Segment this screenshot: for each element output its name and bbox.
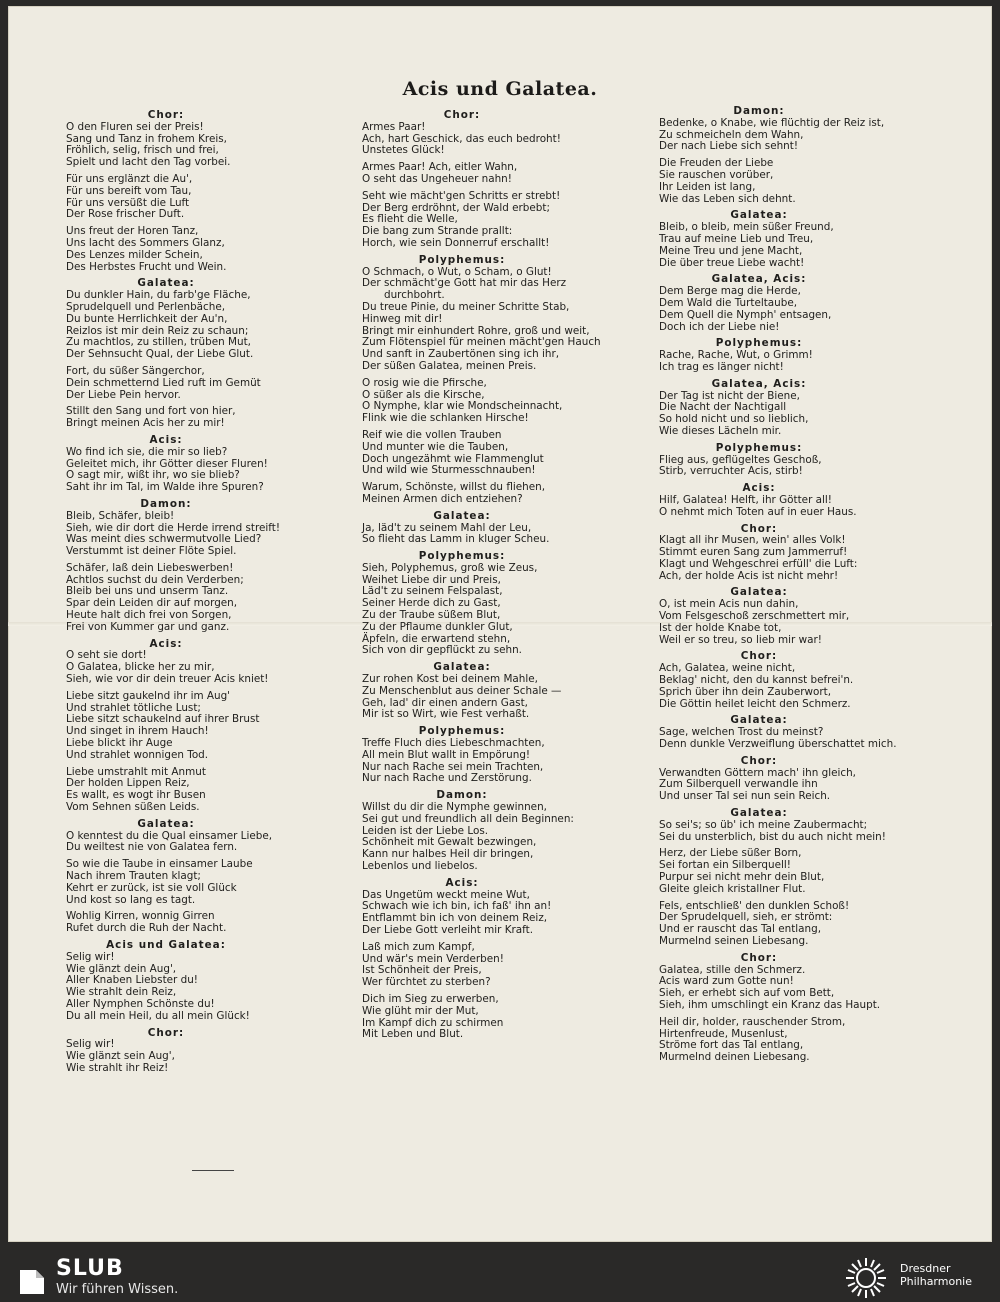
verse-line: Sieh, wie dir dort die Herde irrend streift! — [66, 521, 280, 534]
verse-line: Im Kampf dich zu schirmen — [362, 1016, 504, 1029]
stanza — [66, 511, 336, 558]
verse-line: All mein Blut wallt in Empörung! — [362, 748, 531, 761]
verse-line: Wie glüht mir der Mut, — [362, 1004, 479, 1017]
page-title: Acis und Galatea. — [402, 78, 598, 100]
verse-line: Spielt und lacht den Tag vorbei. — [66, 156, 231, 169]
verse-line: Die über treue Liebe wacht! — [659, 256, 805, 269]
verse-line: Dem Quell die Nymph' entsagen, — [659, 308, 832, 321]
verse-line: Der Liebe Pein hervor. — [66, 388, 181, 401]
verse-line: Du treue Pinie, du meiner Schritte Stab, — [362, 300, 570, 313]
verse-line: Wer fürchtet zu sterben? — [362, 976, 491, 989]
verse-line: So hold nicht und so lieblich, — [659, 413, 809, 426]
verse-line: Sieh, er erhebt sich auf vom Bett, — [659, 987, 835, 1000]
verse-line: Bedenke, o Knabe, wie flüchtig der Reiz ist, — [659, 116, 885, 129]
verse-line: Aller Nymphen Schönste du! — [66, 997, 215, 1010]
stanza — [659, 286, 929, 333]
stanza — [659, 495, 929, 519]
verse-line: Schwach wie ich bin, ich faß' ihn an! — [362, 900, 552, 913]
stanza — [362, 738, 632, 785]
verse-line: Bleib, o bleib, mein süßer Freund, — [659, 221, 834, 234]
verse-line: Liebe sitzt schaukelnd auf ihrer Brust — [66, 713, 260, 726]
verse-line: Murmelnd seinen Liebesang. — [659, 935, 809, 947]
verse-line: Sei gut und freundlich all dein Beginnen: — [362, 812, 574, 825]
verse-line: Vom Felsgeschoß zerschmettert mir, — [659, 610, 850, 623]
verse-line: Zu machtlos, zu stillen, trüben Mut, — [66, 336, 251, 349]
verse-line: Des Lenzes milder Schein, — [66, 248, 203, 261]
verse-line: Sieh, wie vor dir dein treuer Acis kniet! — [66, 673, 269, 686]
verse-line: Frei von Kummer gar und ganz. — [66, 620, 230, 633]
verse-line: Armes Paar! — [362, 120, 426, 133]
speaker-label: Polyphemus: — [418, 253, 506, 266]
stanza — [362, 191, 632, 250]
verse-line: Sang und Tanz in frohem Kreis, — [66, 132, 227, 145]
stanza — [659, 848, 929, 895]
verse-line: Für uns bereift vom Tau, — [66, 184, 192, 197]
verse-line: Armes Paar! Ach, eitler Wahn, — [362, 161, 518, 174]
speaker-label: Chor: — [147, 1026, 185, 1039]
philharmonie-line-1: Dresdner — [900, 1262, 951, 1275]
verse-line: Sieh, Polyphemus, groß wie Zeus, — [362, 561, 538, 574]
stanza — [362, 563, 632, 657]
verse-line: Wie strahlt dein Reiz, — [66, 986, 177, 999]
verse-line: Bringt meinen Acis her zu mir! — [66, 417, 225, 430]
verse-line: O süßer als die Kirsche, — [362, 388, 485, 401]
stanza — [659, 222, 929, 269]
verse-line: Liebe umstrahlt mit Anmut — [66, 765, 206, 778]
verse-line: Äpfeln, die erwartend stehn, — [362, 632, 511, 645]
verse-line: Des Herbstes Frucht und Wein. — [66, 260, 227, 273]
verse-line: Wie glänzt dein Aug', — [66, 962, 177, 975]
verse-line: Der schmächt'ge Gott hat mir das Herz — [362, 277, 567, 290]
stanza — [66, 911, 336, 935]
stanza — [659, 965, 929, 1012]
verse-line: Doch ungezähmt wie Flammenglut — [362, 452, 544, 465]
speaker-label: Acis: — [742, 482, 776, 495]
verse-line: Läd't zu seinem Felspalast, — [362, 585, 503, 598]
verse-line: Schäfer, laß dein Liebeswerben! — [66, 561, 234, 574]
verse-line: Ach, Galatea, weine nicht, — [659, 662, 796, 675]
speaker-label: Acis und Galatea: — [106, 939, 226, 951]
verse-line: Wohlig Kirren, wonnig Girren — [66, 910, 215, 923]
stanza — [659, 599, 929, 646]
verse-line: Seiner Herde dich zu Gast, — [362, 597, 501, 610]
verse-line: Zum Silberquell verwandle ihn — [659, 778, 818, 791]
verse-line: Du dunkler Hain, du farb'ge Fläche, — [66, 289, 251, 302]
verse-line: Stirb, verruchter Acis, stirb! — [659, 465, 803, 478]
verse-line: Der Tag ist nicht der Biene, — [659, 389, 800, 402]
verse-line: Wie das Leben sich dehnt. — [659, 192, 796, 205]
text-column-3 — [659, 103, 929, 1069]
speaker-label: Galatea: — [730, 209, 788, 222]
end-rule — [192, 1170, 234, 1171]
verse-line: Du all mein Heil, du all mein Glück! — [66, 1009, 250, 1022]
verse-line: Der Berg erdröhnt, der Wald erbebt; — [362, 201, 550, 214]
verse-line: Gleite gleich kristallner Flut. — [659, 882, 806, 895]
verse-line: Heute halt dich frei von Sorgen, — [66, 609, 232, 622]
verse-line: Ist der holde Knabe tot, — [659, 621, 782, 634]
verse-line: Für uns versüßt die Luft — [66, 196, 190, 209]
slub-logo-icon — [16, 1264, 48, 1296]
stanza — [66, 650, 336, 685]
verse-line: O kenntest du die Qual einsamer Liebe, — [66, 829, 273, 842]
verse-line: Fels, entschließ' den dunklen Schoß! — [659, 899, 850, 912]
verse-line: Stimmt euren Sang zum Jammerruf! — [659, 546, 848, 559]
verse-line: O den Fluren sei der Preis! — [66, 120, 204, 133]
verse-line: Sprudelquell und Perlenbäche, — [66, 300, 226, 313]
verse-line: Dein schmetternd Lied ruft im Gemüt — [66, 376, 261, 389]
verse-line: Der nach Liebe sich sehnt! — [659, 140, 799, 153]
verse-line: Laß mich zum Kampf, — [362, 940, 475, 953]
footer-bar — [0, 1250, 1000, 1302]
verse-line: Mit Leben und Blut. — [362, 1028, 464, 1041]
verse-line: Lebenlos und liebelos. — [362, 860, 478, 873]
verse-line: Wo find ich sie, die mir so lieb? — [66, 445, 228, 458]
verse-line: Schönheit mit Gewalt bezwingen, — [362, 836, 537, 849]
verse-line: Fort, du süßer Sängerchor, — [66, 364, 205, 377]
verse-line: Beklag' nicht, den du kannst befrei'n. — [659, 674, 854, 687]
verse-line: Wie strahlt ihr Reiz! — [66, 1061, 169, 1074]
stanza — [362, 378, 632, 425]
speaker-label: Damon: — [140, 497, 192, 510]
verse-line: O, ist mein Acis nun dahin, — [659, 598, 799, 611]
verse-line: Zu der Traube süßem Blut, — [362, 609, 501, 622]
stanza — [66, 859, 336, 906]
stanza — [66, 406, 336, 430]
verse-line: Denn dunkle Verzweiflung überschattet mich. — [659, 738, 897, 751]
stanza — [659, 901, 929, 948]
verse-line: durchbohrt. — [384, 289, 445, 302]
stanza — [362, 122, 632, 157]
verse-line: Achtlos suchst du dein Verderben; — [66, 573, 244, 586]
verse-line: O seht das Ungeheuer nahn! — [362, 172, 512, 185]
stanza — [362, 482, 632, 506]
philharmonie-logo-icon — [844, 1256, 888, 1300]
verse-line: Es wallt, es wogt ihr Busen — [66, 789, 206, 802]
stanza — [66, 691, 336, 762]
verse-line: Der Rose frischer Duft. — [66, 208, 185, 221]
verse-line: Selig wir! — [66, 1038, 115, 1051]
verse-line: Und strahlet wonnigen Tod. — [66, 748, 209, 761]
speaker-label: Chor: — [740, 951, 778, 964]
speaker-label: Galatea: — [730, 586, 788, 599]
verse-line: Und unser Tal sei nun sein Reich. — [659, 790, 831, 803]
verse-line: Doch ich der Liebe nie! — [659, 320, 780, 333]
stanza — [362, 994, 632, 1041]
stanza — [362, 430, 632, 477]
speaker-label: Acis: — [445, 876, 479, 889]
verse-line: Klagt und Wehgeschrei erfüll' die Luft: — [659, 557, 858, 570]
verse-line: Sei du unsterblich, bist du auch nicht mein! — [659, 830, 886, 843]
verse-line: Zu schmeicheln dem Wahn, — [659, 128, 804, 141]
verse-line: Und wär's mein Verderben! — [362, 952, 504, 965]
verse-line: Ist Schönheit der Preis, — [362, 964, 482, 977]
stanza — [66, 290, 336, 361]
verse-line: Leiden ist der Liebe Los. — [362, 824, 489, 837]
stanza — [66, 447, 336, 494]
verse-line: Flink wie die schlanken Hirsche! — [362, 412, 529, 425]
verse-line: Und wild wie Sturmesschnauben! — [362, 464, 536, 477]
speaker-label: Galatea: — [730, 807, 788, 820]
verse-line: Herz, der Liebe süßer Born, — [659, 847, 802, 860]
stanza — [66, 563, 336, 634]
verse-line: Dich im Sieg zu erwerben, — [362, 992, 499, 1005]
verse-line: Rache, Rache, Wut, o Grimm! — [659, 349, 813, 362]
verse-line: Sei fortan ein Silberquell! — [659, 859, 791, 872]
verse-line: Zu der Pflaume dunkler Glut, — [362, 620, 513, 633]
speaker-label: Polyphemus: — [418, 725, 506, 738]
verse-line: O seht sie dort! — [66, 649, 147, 662]
speaker-label: Galatea: — [433, 661, 491, 674]
verse-line: Du bunte Herrlichkeit der Au'n, — [66, 312, 228, 325]
verse-line: Rufet durch die Ruh der Nacht. — [66, 922, 227, 935]
verse-line: Willst du dir die Nymphe gewinnen, — [362, 801, 547, 814]
philharmonie-name — [900, 1262, 972, 1288]
verse-line: Verstummt ist deiner Flöte Spiel. — [66, 545, 237, 558]
verse-line: Purpur sei nicht mehr dein Blut, — [659, 871, 825, 884]
stanza — [659, 455, 929, 479]
stanza — [659, 350, 929, 374]
speaker-label: Galatea, Acis: — [711, 377, 807, 390]
speaker-label: Chor: — [443, 109, 481, 121]
verse-line: Und sanft in Zaubertönen sing ich ihr, — [362, 348, 560, 361]
verse-line: O Schmach, o Wut, o Scham, o Glut! — [362, 265, 552, 278]
speaker-label: Galatea: — [137, 277, 195, 290]
document-page — [8, 6, 992, 1242]
verse-line: Heil dir, holder, rauschender Strom, — [659, 1015, 846, 1028]
verse-line: Spar dein Leiden dir auf morgen, — [66, 597, 238, 610]
verse-line: Ach, hart Geschick, das euch bedroht! — [362, 132, 561, 145]
verse-line: Bleib, Schäfer, bleib! — [66, 509, 175, 522]
speaker-label: Polyphemus: — [715, 337, 803, 350]
verse-line: Hinweg mit dir! — [362, 312, 443, 325]
stanza — [362, 162, 632, 186]
verse-line: Dem Wald die Turteltaube, — [659, 296, 798, 309]
verse-line: Galatea, stille den Schmerz. — [659, 963, 806, 976]
stanza — [362, 890, 632, 937]
verse-line: Meinen Armen dich entziehen? — [362, 492, 523, 505]
verse-line: Der Liebe Gott verleiht mir Kraft. — [362, 924, 534, 936]
verse-line: Unstetes Glück! — [362, 144, 445, 157]
verse-line: Uns lacht des Sommers Glanz, — [66, 236, 225, 249]
speaker-label: Chor: — [740, 754, 778, 767]
verse-line: Kann nur halbes Heil dir bringen, — [362, 848, 534, 861]
stanza — [66, 1039, 336, 1074]
verse-line: Flieg aus, geflügeltes Geschoß, — [659, 453, 822, 466]
verse-line: Die bang zum Strande prallt: — [362, 225, 513, 238]
verse-line: Mir ist so Wirt, wie Fest verhaßt. — [362, 708, 530, 721]
verse-line: Sich von dir gepflückt zu sehn. — [362, 644, 522, 657]
verse-line: Murmelnd deinen Liebesang. — [659, 1051, 810, 1064]
verse-line: Wie dieses Lächeln mir. — [659, 424, 782, 437]
verse-line: Acis ward zum Gotte nun! — [659, 975, 794, 988]
verse-line: Weihet Liebe dir und Preis, — [362, 573, 501, 586]
verse-line: Ach, der holde Acis ist nicht mehr! — [659, 569, 839, 582]
verse-line: Warum, Schönste, willst du fliehen, — [362, 481, 546, 494]
verse-line: Sie rauschen vorüber, — [659, 168, 774, 181]
verse-line: So flieht das Lamm in kluger Scheu. — [362, 533, 550, 546]
verse-line: Ja, läd't zu seinem Mahl der Leu, — [362, 521, 532, 534]
verse-line: Stillt den Sang und fort von hier, — [66, 405, 236, 418]
verse-line: Bringt mir einhundert Rohre, groß und weit, — [362, 324, 590, 337]
verse-line: Zum Flötenspiel für meinen mächt'gen Hauch — [362, 336, 601, 349]
verse-line: Der holden Lippen Reiz, — [66, 777, 190, 790]
verse-line: Klagt all ihr Musen, wein' alles Volk! — [659, 534, 846, 547]
stanza — [66, 831, 336, 855]
verse-line: Trau auf meine Lieb und Treu, — [659, 232, 814, 245]
speaker-label: Damon: — [436, 789, 488, 802]
verse-line: Sprich über ihn dein Zauberwort, — [659, 685, 832, 698]
verse-line: Nach ihrem Trauten klagt; — [66, 870, 201, 883]
verse-line: So sei's; so üb' ich meine Zaubermacht; — [659, 818, 868, 831]
verse-line: Zur rohen Kost bei deinem Mahle, — [362, 673, 538, 686]
verse-line: Der süßen Galatea, meinen Preis. — [362, 359, 537, 372]
stanza — [659, 768, 929, 803]
verse-line: Die Freuden der Liebe — [659, 157, 774, 170]
verse-line: Reif wie die vollen Trauben — [362, 428, 502, 441]
verse-line: Und er rauscht das Tal entlang, — [659, 923, 822, 936]
verse-line: Der Sehnsucht Qual, der Liebe Glut. — [66, 348, 254, 361]
verse-line: Vom Sehnen süßen Leids. — [66, 801, 200, 814]
stanza — [659, 158, 929, 205]
verse-line: Und strahlet tötliche Lust; — [66, 701, 201, 714]
verse-line: So wie die Taube in einsamer Laube — [66, 858, 253, 871]
speaker-label: Galatea, Acis: — [711, 273, 807, 286]
verse-line: Entflammt bin ich von deinem Reiz, — [362, 912, 548, 925]
stanza — [659, 1017, 929, 1064]
verse-line: Horch, wie sein Donnerruf erschallt! — [362, 236, 550, 249]
speaker-label: Polyphemus: — [715, 441, 803, 454]
speaker-label: Acis: — [149, 637, 183, 650]
verse-line: Meine Treu und jene Macht, — [659, 244, 803, 257]
stanza — [362, 267, 632, 373]
verse-line: Und munter wie die Tauben, — [362, 440, 509, 453]
verse-line: Das Ungetüm weckt meine Wut, — [362, 888, 530, 901]
stanza — [659, 727, 929, 751]
verse-line: Treffe Fluch dies Liebeschmachten, — [362, 737, 545, 750]
verse-line: Zu Menschenblut aus deiner Schale — — [362, 684, 562, 697]
verse-line: Fröhlich, selig, frisch und frei, — [66, 144, 219, 157]
text-column-1 — [66, 107, 336, 1080]
stanza — [659, 391, 929, 438]
verse-line: Selig wir! — [66, 950, 115, 963]
stanza — [66, 366, 336, 401]
verse-line: Geh, lad' dir einen andern Gast, — [362, 696, 528, 709]
speaker-label: Chor: — [740, 650, 778, 663]
verse-line: Liebe blickt ihr Auge — [66, 737, 173, 750]
speaker-label: Galatea: — [730, 714, 788, 727]
verse-line: Ihr Leiden ist lang, — [659, 180, 756, 193]
stanza — [362, 674, 632, 721]
verse-line: Die Göttin heilet leicht den Schmerz. — [659, 697, 851, 710]
verse-line: O sagt mir, wißt ihr, wo sie blieb? — [66, 469, 240, 482]
speaker-label: Polyphemus: — [418, 550, 506, 563]
verse-line: Hilf, Galatea! Helft, ihr Götter all! — [659, 493, 832, 506]
stanza — [66, 226, 336, 273]
verse-line: Bleib bei uns und unserm Tanz. — [66, 585, 229, 598]
speaker-label: Acis: — [149, 433, 183, 446]
verse-line: Liebe sitzt gaukelnd ihr im Aug' — [66, 689, 231, 702]
stanza — [66, 174, 336, 221]
stanza — [362, 802, 632, 873]
stanza — [66, 767, 336, 814]
stanza — [659, 535, 929, 582]
verse-line: Kehrt er zurück, ist sie voll Glück — [66, 881, 237, 894]
verse-line: Nur nach Rache sei mein Trachten, — [362, 760, 544, 773]
verse-line: Nur nach Rache und Zerstörung. — [362, 772, 532, 785]
stanza — [362, 523, 632, 547]
verse-line: O Nymphe, klar wie Mondscheinnacht, — [362, 400, 563, 413]
verse-line: Uns freut der Horen Tanz, — [66, 225, 199, 238]
verse-line: O Galatea, blicke her zu mir, — [66, 661, 215, 674]
stanza — [362, 942, 632, 989]
verse-line: Was meint dies schwermutvolle Lied? — [66, 533, 262, 546]
verse-line: Saht ihr im Tal, im Walde ihre Spuren? — [66, 481, 264, 494]
verse-line: Sieh, ihm umschlingt ein Kranz das Haupt. — [659, 998, 881, 1011]
verse-line: Wie glänzt sein Aug', — [66, 1050, 175, 1063]
speaker-label: Galatea: — [433, 509, 491, 522]
stanza — [66, 952, 336, 1023]
verse-line: Aller Knaben Liebster du! — [66, 974, 198, 987]
slub-tagline: Wir führen Wissen. — [56, 1282, 179, 1297]
philharmonie-line-2: Philharmonie — [900, 1275, 972, 1288]
stanza — [659, 663, 929, 710]
verse-line: Geleitet mich, ihr Götter dieser Fluren! — [66, 457, 268, 470]
verse-line: Und singet in ihrem Hauch! — [66, 725, 209, 738]
verse-line: Die Nacht der Nachtigall — [659, 401, 787, 414]
verse-line: Ströme fort das Tal entlang, — [659, 1039, 804, 1052]
stanza — [659, 118, 929, 153]
verse-line: Sage, welchen Trost du meinst? — [659, 726, 824, 739]
speaker-label: Chor: — [740, 522, 778, 535]
verse-line: O rosig wie die Pfirsche, — [362, 376, 487, 389]
verse-line: Für uns erglänzt die Au', — [66, 172, 193, 185]
verse-line: Der Sprudelquell, sieh, er strömt: — [659, 911, 833, 924]
verse-line: Weil er so treu, so lieb mir war! — [659, 633, 822, 646]
speaker-label: Damon: — [733, 105, 785, 117]
text-column-2 — [362, 107, 632, 1046]
verse-line: Seht wie mächt'gen Schritts er strebt! — [362, 189, 561, 202]
verse-line: Hirtenfreude, Musenlust, — [659, 1027, 788, 1040]
verse-line: Reizlos ist mir dein Reiz zu schaun; — [66, 324, 249, 337]
stanza — [659, 820, 929, 844]
verse-line: Verwandten Göttern mach' ihn gleich, — [659, 766, 856, 779]
verse-line: Und kost so lang es tagt. — [66, 893, 196, 906]
verse-line: Dem Berge mag die Herde, — [659, 285, 801, 298]
verse-line: Du weiltest nie von Galatea fern. — [66, 841, 238, 854]
verse-line: O nehmt mich Toten auf in euer Haus. — [659, 505, 857, 518]
verse-line: Es flieht die Welle, — [362, 213, 458, 226]
speaker-label: Chor: — [147, 109, 185, 121]
stanza — [66, 122, 336, 169]
slub-name: SLUB — [56, 1256, 124, 1281]
speaker-label: Galatea: — [137, 817, 195, 830]
verse-line: Ich trag es länger nicht! — [659, 360, 784, 373]
